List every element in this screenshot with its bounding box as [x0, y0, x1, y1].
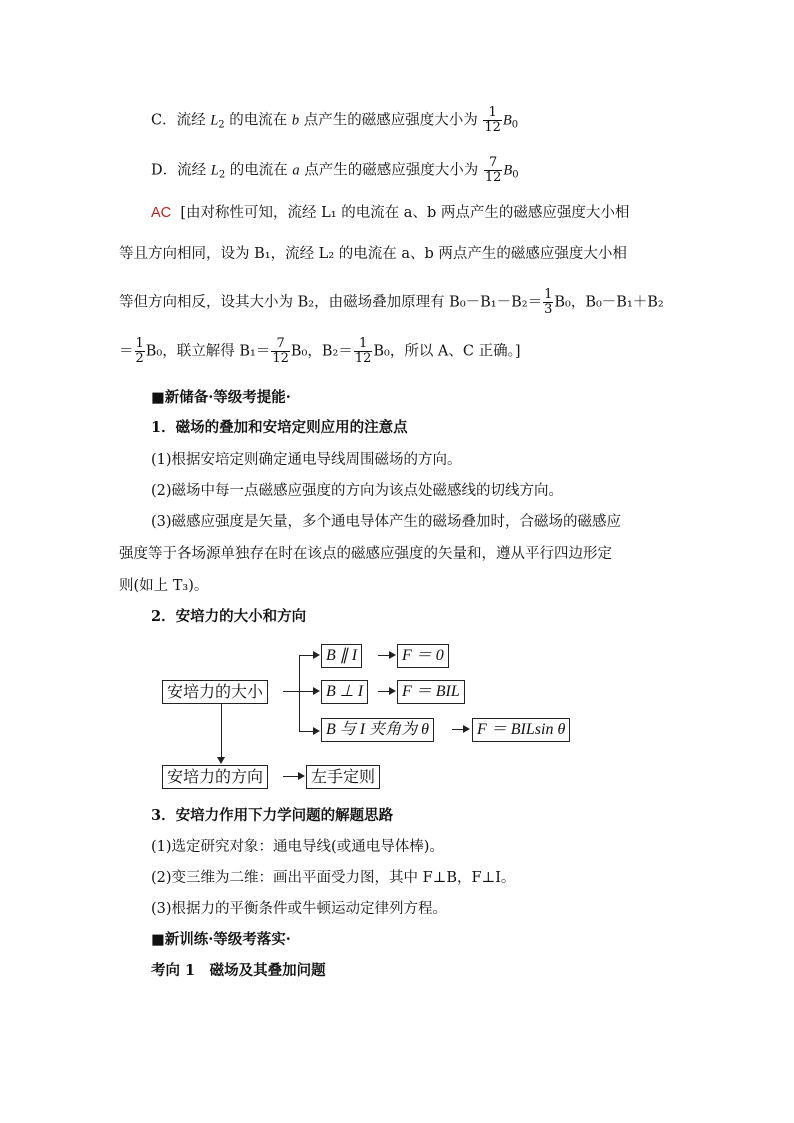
topic-1-title: 考向 1 磁场及其叠加问题: [151, 962, 326, 979]
item-2-title: 2．安培力的大小和方向: [151, 608, 307, 625]
case-perpendicular: B ⊥ I: [321, 680, 368, 704]
item-1-p3b: 强度等于各场源单独存在时在该点的磁感应强度的矢量和，遵从平行四边形定: [119, 546, 612, 562]
item-3-title: 3．安培力作用下力学问题的解题思路: [151, 807, 394, 824]
connector-branch: [299, 655, 300, 731]
section-heading-new-training: ■新训练·等级考落实·: [151, 931, 291, 948]
result-bil-sin: F ＝ BILsin θ: [472, 718, 570, 742]
arrow-head-icon: [313, 727, 320, 735]
answer-line-1: AC [由对称性可知，流经 L₁ 的电流在 a、b 两点产生的磁感应强度大小相: [151, 205, 630, 221]
branch-line-3: [299, 731, 313, 732]
item-1-p3a: (3)磁感应强度是矢量，多个通电导体产生的磁场叠加时，合磁场的磁感应: [151, 514, 622, 530]
fraction: $\frac{7}{12}$: [272, 336, 289, 366]
case-angle: B 与 I 夹角为 θ: [321, 718, 434, 742]
branch-line-2: [299, 691, 313, 692]
box-magnitude: 安培力的大小: [162, 680, 268, 704]
branch-line-1: [299, 655, 313, 656]
connector-line: [283, 691, 299, 692]
arrow-head-icon: [313, 651, 320, 659]
item-1-p1: (1)根据安培定则确定通电导线周围磁场的方向。: [151, 452, 462, 468]
arrow-head-icon: [389, 687, 396, 695]
section-heading-new-reserve: ■新储备·等级考提能·: [151, 389, 291, 406]
fraction: $\frac{1}{3}$: [544, 287, 553, 317]
answer-line-2: 等且方向相同，设为 B₁，流经 L₂ 的电流在 a、b 两点产生的磁感应强度大小相: [119, 246, 627, 262]
arrow-head-icon: [463, 725, 470, 733]
item-3-p3: (3)根据力的平衡条件或牛顿运动定律列方程。: [151, 901, 448, 917]
box-left-hand-rule: 左手定则: [306, 765, 380, 789]
result-zero: F ＝ 0: [397, 644, 449, 668]
box-direction: 安培力的方向: [162, 765, 268, 789]
answer-line-4: ＝ $\frac{1}{2}$ B₀，联立解得 B₁＝ $\frac{7}{12}$ B₀，B₂＝ $\frac{1}{12}$ B₀，所以 A、C 正确。]: [119, 336, 521, 366]
answer-label: AC: [151, 205, 172, 221]
option-d: D．流经 $L_2$ 的电流在 a 点产生的磁感应强度大小为 $\frac{7}{12}$ $B_0$: [151, 155, 519, 185]
arrow-head-icon: [313, 687, 320, 695]
answer-line-3: 等但方向相反，设其大小为 B₂，由磁场叠加原理有 B₀－B₁－B₂＝ $\frac{1}{3}$ B₀，B₀－B₁＋B₂: [119, 287, 664, 317]
result-bil: F ＝ BIL: [397, 680, 465, 704]
arrow-head-icon: [389, 651, 396, 659]
case-parallel: B ∥ I: [321, 644, 362, 668]
item-3-p1: (1)选定研究对象：通电导线(或通电导体棒)。: [151, 839, 444, 855]
option-c: C．流经 $L_2$ 的电流在 b 点产生的磁感应强度大小为 $\frac{1}{12}$ $B_0$: [151, 105, 519, 135]
down-arrow-line: [221, 704, 222, 758]
fraction: $\frac{1}{12}$: [484, 105, 501, 135]
fraction: $\frac{7}{12}$: [484, 155, 502, 185]
item-1-title: 1．磁场的叠加和安培定则应用的注意点: [151, 419, 408, 436]
arrow-down-icon: [217, 757, 225, 764]
item-1-p2: (2)磁场中每一点磁感应强度的方向为该点处磁感线的切线方向。: [151, 483, 564, 499]
arrow-head-icon: [298, 772, 305, 780]
arrow-line: [283, 776, 299, 777]
item-1-p3c: 则(如上 T₃)。: [119, 578, 209, 594]
fraction: $\frac{1}{12}$: [354, 336, 372, 366]
fraction: $\frac{1}{2}$: [135, 336, 144, 366]
item-3-p2: (2)变三维为二维：画出平面受力图，其中 F⊥B，F⊥I。: [151, 870, 516, 886]
